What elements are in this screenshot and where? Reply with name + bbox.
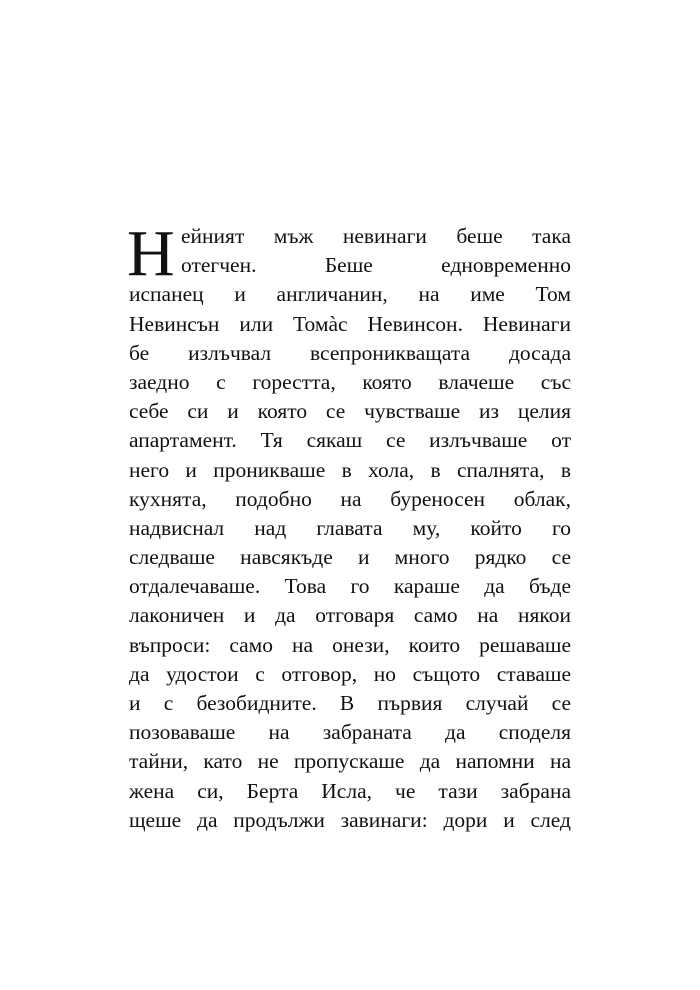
text-line-14: лаконичен и да отговаря само на някои [129,603,571,628]
text-line-17: и с безобидните. В първия случай се [129,691,571,715]
text-line-20: жена си, Берта Исла, че тази забрана [129,778,571,803]
text-line-10: кухнята, подобно на буреносен облак, [129,486,571,511]
body-paragraph [127,217,571,835]
text-line-8: апартамент. Тя сякаш се излъчваше от [129,428,571,453]
text-line-9: него и проникваше в хола, в спалнята, в [129,457,571,482]
drop-cap: Н [127,217,175,290]
text-line-21: щеше да продължи завинаги: дори и след [129,807,571,832]
text-line-2: отегчен. Беше едновременно [181,253,571,278]
text-line-11: надвиснал над главата му, който го [129,515,571,540]
text-line-19: тайни, като не пропускаше да напомни на [129,749,571,774]
text-line-13: отдалечаваше. Това го караше да бъде [129,574,571,599]
text-line-3: испанец и англичанин, на име Том [129,282,571,307]
text-line-5: бе излъчвал всепроникващата досада [129,340,571,365]
text-line-7: себе си и която се чувстваше из целия [129,399,571,424]
text-line-18: позоваваше на забраната да споделя [129,720,571,745]
text-line-16: да удостои с отговор, но същото ставаше [129,661,571,686]
line-text: ейният мъж невинаги беше така [181,224,571,248]
text-line-15: въпроси: само на онези, които решаваше [129,632,571,657]
text-line-12: следваше навсякъде и много рядко се [129,545,571,570]
text-line-4: Невинсън или Томàс Невинсон. Невинаги [129,311,571,336]
text-line-6: заедно с горестта, която влачеше със [129,369,571,394]
